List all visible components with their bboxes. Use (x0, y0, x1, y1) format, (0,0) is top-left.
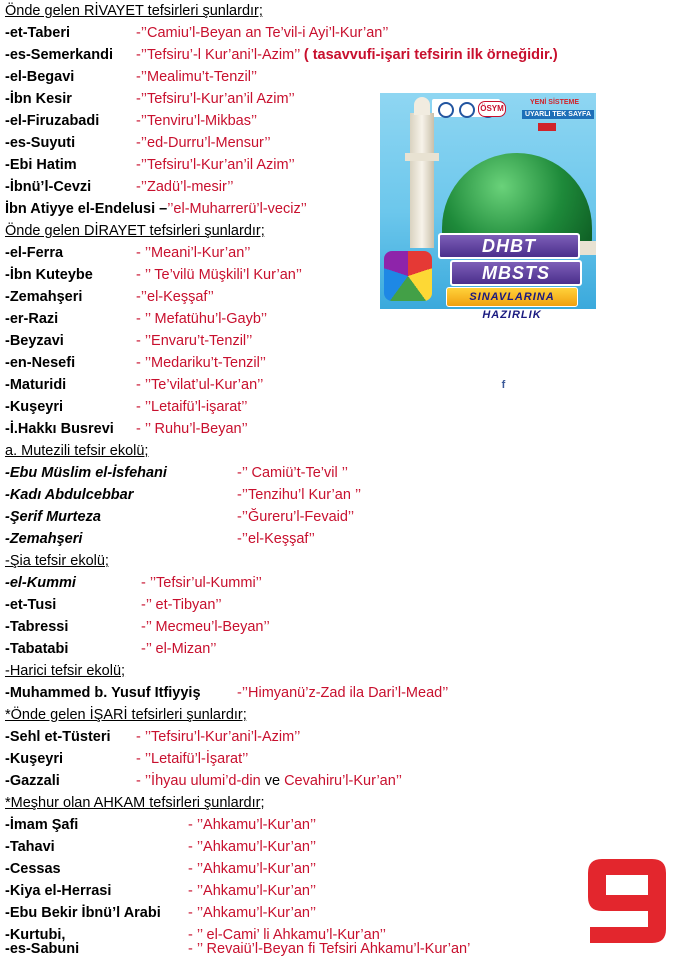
ahkam-author: -Kiya el-Herrasi (5, 883, 112, 899)
harici-row (5, 682, 449, 704)
rivayet-book: -’’Tefsiru’l-Kur’an’il Azim’’ (136, 157, 295, 173)
isari-row (5, 726, 301, 748)
sia-author: -Tabressi (5, 619, 69, 635)
isari-book: - ’’Letaifü’l-İşarat’’ (136, 751, 249, 767)
rivayet-row (5, 66, 258, 88)
rivayet-book: -’’Mealimu’t-Tenzil’’ (136, 69, 258, 85)
mutezile-author: -Kadı Abdulcebbar (5, 487, 134, 503)
dirayet-book: - ’’Te’vilat’ul-Kur’an’’ (136, 377, 264, 393)
dirayet-author: -er-Razi (5, 311, 59, 327)
dirayet-book: -’’el-Keşşaf’’ (136, 289, 214, 305)
facebook-icon: f (497, 378, 511, 392)
mutezile-author: -Şerif Murteza (5, 509, 101, 525)
sia-book: - ’’Tefsir’ul-Kummi’’ (141, 575, 262, 591)
dirayet-row (5, 264, 302, 286)
mutezile-row (5, 484, 362, 506)
dirayet-row (5, 418, 248, 440)
rivayet-author: -el-Begavi (5, 69, 75, 85)
isari-author: -Gazzali (5, 773, 60, 789)
mutezile-book: -’’Tenzihu’l Kur’an ’’ (237, 487, 362, 503)
ahkam-author: -Cessas (5, 861, 61, 877)
sia-author: -el-Kummi (5, 575, 76, 591)
ahkam-book: - ’’Ahkamu’l-Kur’an’’ (188, 861, 317, 877)
emblem-icon (438, 102, 454, 118)
rivayet-row (5, 44, 558, 66)
ahkam-row (5, 836, 317, 858)
ahkam-row (5, 814, 317, 836)
osym-logo: ÖSYM (478, 101, 506, 117)
ahkam-row (5, 902, 317, 924)
banner-brand-dhbt: f DHBT (438, 233, 580, 259)
dirayet-author: -Kuşeyri (5, 399, 64, 415)
rivayet-book: -’’Camiu’l-Beyan an Te’vil-i Ayi’l-Kur’an’’ (136, 25, 389, 41)
banner-stamp (538, 123, 556, 131)
isari-heading: *Önde gelen İŞARİ tefsirleri şunlardır; (5, 707, 247, 723)
rivayet-author: -el-Firuzabadi (5, 113, 100, 129)
isari-author: -Sehl et-Tüsteri (5, 729, 111, 745)
rivayet-row (5, 110, 258, 132)
sia-row (5, 594, 222, 616)
rivayet-book: -’’Tenviru’l-Mikbas’’ (136, 113, 258, 129)
isari-row (5, 748, 249, 770)
sia-row (5, 572, 262, 594)
sia-row (5, 616, 270, 638)
isari-conjunction: ve (264, 773, 281, 789)
dirayet-author: -Maturidi (5, 377, 67, 393)
isari-book-group (136, 770, 402, 792)
ahkam-book: - ’’ el-Cami’ li Ahkamu’l-Kur’an’’ (188, 927, 386, 943)
ahkam-book: - ’’Ahkamu’l-Kur’an’’ (188, 817, 317, 833)
dirayet-author: -en-Nesefi (5, 355, 76, 371)
rivayet-note: ( tasavvufi-işari tefsirin ilk örneğidir.) (303, 47, 558, 63)
isari-book: Cevahiru’l-Kur’an’’ (284, 773, 402, 789)
sia-author: -Tabatabi (5, 641, 69, 657)
ahkam-row (5, 938, 471, 960)
dirayet-book: - ’’Letaifü’l-işarat’’ (136, 399, 248, 415)
mutezile-heading: a. Mutezili tefsir ekolü; (5, 443, 149, 459)
harici-author: -Muhammed b. Yusuf Itfiyyiş (5, 685, 201, 701)
dirayet-book: - ’’Meani’l-Kur’an’’ (136, 245, 251, 261)
rivayet-row (5, 176, 234, 198)
rivayet-author: -es-Suyuti (5, 135, 76, 151)
rivayet-row (5, 88, 295, 110)
isari-row (5, 770, 402, 792)
ahkam-author: -Ebu Bekir İbnü’l Arabi (5, 905, 161, 921)
rivayet-author: -Ebi Hatim (5, 157, 77, 173)
rivayet-author: İbn Atiyye el-Endelusi – (5, 201, 168, 217)
ahkam-row (5, 858, 317, 880)
dirayet-book: - ’’ Mefatühu’l-Gayb’’ (136, 311, 268, 327)
dirayet-book: - ’’Envaru’t-Tenzil’’ (136, 333, 253, 349)
dirayet-row (5, 352, 267, 374)
dirayet-author: -Zemahşeri (5, 289, 83, 305)
ahkam-row (5, 880, 317, 902)
mutezile-author: -Ebu Müslim el-İsfehani (5, 465, 167, 481)
dirayet-book: - ’’ Te’vilü Müşkili’l Kur’an’’ (136, 267, 302, 283)
ahkam-author: -es-Sabuni (5, 941, 80, 957)
rivayet-book: -’’Tefsiru’l-Kur’an’il Azim’’ (136, 91, 295, 107)
sia-row (5, 638, 217, 660)
dirayet-row (5, 374, 264, 396)
dirayet-author: -İ.Hakkı Busrevi (5, 421, 114, 437)
nine-badge-icon (584, 855, 670, 947)
mutezile-book: -’’Ğureru’l-Fevaid’’ (237, 509, 355, 525)
dirayet-row (5, 242, 251, 264)
mutezile-author: -Zemahşeri (5, 531, 83, 547)
rivayet-row (5, 154, 295, 176)
ahkam-book: - ’’Ahkamu’l-Kur’an’’ (188, 883, 317, 899)
rivayet-book: -’’ed-Durru’l-Mensur’’ (136, 135, 271, 151)
rivayet-author: -et-Taberi (5, 25, 70, 41)
sia-book: -’’ et-Tibyan’’ (141, 597, 222, 613)
rivayet-author: -İbn Kesir (5, 91, 72, 107)
exam-banner-image (380, 93, 596, 391)
isari-book-dash: - ’’ (136, 773, 152, 789)
page-number-badge (584, 855, 670, 951)
rivayet-book: -’’Tefsiru’-l Kur’ani’l-Azim’’ (136, 47, 300, 63)
dirayet-author: -İbn Kuteybe (5, 267, 93, 283)
dirayet-row (5, 396, 248, 418)
isari-book: - ’’Tefsiru’l-Kur’ani’l-Azim’’ (136, 729, 301, 745)
banner-uyarli: UYARLI TEK SAYFA (522, 110, 594, 119)
dirayet-book: - ’’ Ruhu’l-Beyan’’ (136, 421, 248, 437)
minaret-illustration (410, 113, 434, 248)
emblem-icon (459, 102, 475, 118)
isari-author: -Kuşeyri (5, 751, 64, 767)
rivayet-book: -’’Zadü’l-mesir’’ (136, 179, 234, 195)
rivayet-author: -İbnü’l-Cevzi (5, 179, 92, 195)
rivayet-row (5, 198, 307, 220)
rivayet-heading: Önde gelen RİVAYET tefsirleri şunlardır; (5, 3, 263, 19)
mutezile-row (5, 506, 355, 528)
isari-book: İhyau ulumi’d-din (151, 773, 261, 789)
ahkam-heading: *Meşhur olan AHKAM tefsirleri şunlardır; (5, 795, 265, 811)
rivayet-author: -es-Semerkandi (5, 47, 113, 63)
dirayet-author: -Beyzavi (5, 333, 64, 349)
dirayet-author: -el-Ferra (5, 245, 64, 261)
rivayet-row (5, 132, 271, 154)
rivayet-book: ’’el-Muharrerü’l-veciz’’ (167, 201, 307, 217)
rivayet-row (5, 22, 389, 44)
colorful-hand-icon (384, 251, 432, 301)
mutezile-row (5, 462, 348, 484)
banner-yeni-sistem: YENİ SİSTEME (530, 99, 580, 106)
banner-brand-mbsts: MBSTS (450, 260, 582, 286)
ahkam-book: - ’’Ahkamu’l-Kur’an’’ (188, 905, 317, 921)
mutezile-book: -’’ Camiü’t-Te’vil ’’ (237, 465, 348, 481)
ahkam-author: -İmam Şafi (5, 817, 79, 833)
banner-tagline: SINAVLARINA HAZIRLIK (446, 287, 578, 307)
sia-book: -’’ Mecmeu’l-Beyan’’ (141, 619, 270, 635)
dirayet-book: - ’’Medariku’t-Tenzil’’ (136, 355, 267, 371)
harici-heading: -Harici tefsir ekolü; (5, 663, 126, 679)
sia-author: -et-Tusi (5, 597, 57, 613)
sia-book: -’’ el-Mizan’’ (141, 641, 217, 657)
harici-book: -’’Himyanü’z-Zad ila Dari’l-Mead’’ (237, 685, 449, 701)
dirayet-heading: Önde gelen DİRAYET tefsirleri şunlardır; (5, 223, 265, 239)
dirayet-row (5, 308, 268, 330)
dirayet-row (5, 286, 214, 308)
dirayet-row (5, 330, 253, 352)
sia-heading: -Şia tefsir ekolü; (5, 553, 109, 569)
mutezile-row (5, 528, 315, 550)
ahkam-author: -Tahavi (5, 839, 55, 855)
rivayet-book-group (136, 44, 558, 66)
mutezile-book: -’’el-Keşşaf’’ (237, 531, 315, 547)
ahkam-author: -Kurtubi, (5, 927, 66, 943)
ahkam-book: - ’’ Revaiü’l-Beyan fi Tefsiri Ahkamu’l-Kur’an’ (188, 941, 471, 957)
ahkam-book: - ’’Ahkamu’l-Kur’an’’ (188, 839, 317, 855)
